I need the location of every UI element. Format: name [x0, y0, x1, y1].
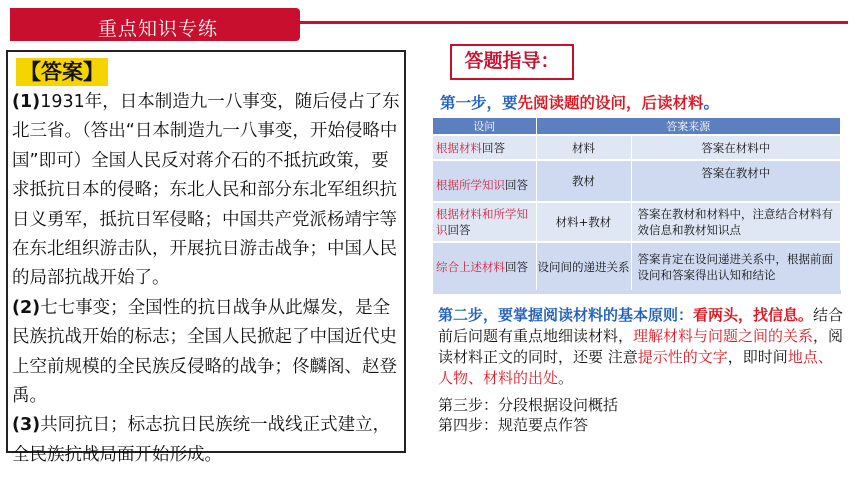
step-4: 第四步：规范要点作答: [438, 416, 589, 434]
step-2-principle: 看两头，找信息。: [693, 306, 814, 324]
answer-part-1: [12, 88, 402, 294]
answer-part-2-num: (2): [12, 297, 41, 318]
table-row: [433, 242, 841, 290]
answer-part-2: [12, 294, 402, 412]
step-2: [438, 305, 844, 389]
answer-tag: 【答案】: [16, 58, 108, 86]
question-keyword: 根据所学知识: [436, 178, 505, 192]
answer-part-3: [12, 411, 402, 470]
table-row: [433, 135, 841, 160]
step-1-prefix: 第一步，要: [440, 94, 518, 112]
answer-part-3-text: 共同抗日；标志抗日民族统一战线正式建立，全民族抗战局面开始形成。: [12, 415, 391, 465]
table-cell-question: [433, 242, 536, 290]
table-cell-source: 设问间的递进关系: [536, 242, 631, 290]
step-2-highlight-a: 理解材料与问题之间的关系: [633, 327, 814, 345]
question-keyword: 综合上述材料: [436, 259, 505, 274]
step-2-end: 。: [558, 369, 574, 387]
table-cell-source: 材料+教材: [536, 202, 631, 242]
answer-part-3-num: (3): [12, 415, 41, 436]
table-cell-question: [433, 202, 536, 242]
step-1-highlight: 先阅读题的设问，后读材料: [517, 94, 704, 112]
answer-text: [12, 88, 402, 470]
question-rest: 回答: [447, 223, 471, 237]
answer-part-1-text: 1931年，日本制造九一八事变，随后侵占了东北三省。（答出“日本制造九一八事变，开始侵略中国”即可）全国人民反对蒋介石的不抵抗政策，要求抵抗日本的侵略；东北人民和部分东北军组织抗日义勇军，抵抗日军侵略；中国共产党派杨靖宇等在东北组织游击队，开展抗日游击战争；中国人民的局部抗战开始了。: [12, 92, 400, 289]
table-header-source: 答案来源: [536, 118, 841, 135]
table-cell-answer: 答案肯定在设问递进关系中，根据前面设问和答案得出认知和结论: [631, 242, 841, 290]
table-row: [433, 202, 841, 242]
table-cell-question: [433, 160, 536, 202]
section-banner: [10, 8, 300, 41]
answer-source-table: [433, 118, 841, 294]
table-cell-question: [433, 135, 536, 160]
answer-part-1-num: (1): [12, 92, 41, 112]
table-cell-answer: 答案在教材和材料中，注意结合材料有效信息和教材知识点: [631, 202, 841, 242]
question-keyword: 根据材料和所学知识: [436, 207, 528, 237]
step-1-suffix: 。: [703, 94, 720, 112]
step-3: 第三步：分段根据设问概括: [438, 396, 619, 414]
step-2-highlight-c: 地点、人物、材料的出处: [438, 348, 833, 387]
step-2-text-c: ，即时间: [727, 348, 788, 366]
banner-title: 重点知识专练: [98, 18, 219, 40]
guide-label: 答题指导：: [450, 44, 574, 80]
question-rest: 回答: [505, 259, 528, 274]
answer-part-2-text: 七七事变；全国性的抗日战争从此爆发，是全民族抗战开始的标志；全国人民掀起了中国近代史上空前规模的全民族反侵略的战争；佟麟阁、赵登禹。: [12, 297, 397, 407]
step-1: [440, 91, 719, 113]
table-cell-answer: 答案在材料中: [631, 135, 841, 160]
question-keyword: 根据材料: [436, 140, 482, 155]
answer-panel: [6, 50, 406, 465]
table-cell-answer: 答案在教材中: [631, 160, 841, 202]
table-cell-source: 材料: [536, 135, 631, 160]
step-2-text-a: 结合前后问题有重点地细读材料，: [438, 306, 844, 345]
question-rest: 回答: [505, 178, 528, 192]
table-cell-source: 教材: [536, 160, 631, 202]
step-2-highlight-b: 提示性的文字: [637, 348, 728, 366]
question-rest: 回答: [482, 140, 505, 155]
table-header-question: 设问: [433, 118, 536, 135]
table-row: [433, 160, 841, 202]
step-2-text-b: ，阅读材料正文的同时，还要 注意: [438, 327, 844, 366]
step-2-prefix: 第二步，要掌握阅读材料的基本原则：: [438, 306, 694, 324]
header-divider: [300, 21, 848, 24]
